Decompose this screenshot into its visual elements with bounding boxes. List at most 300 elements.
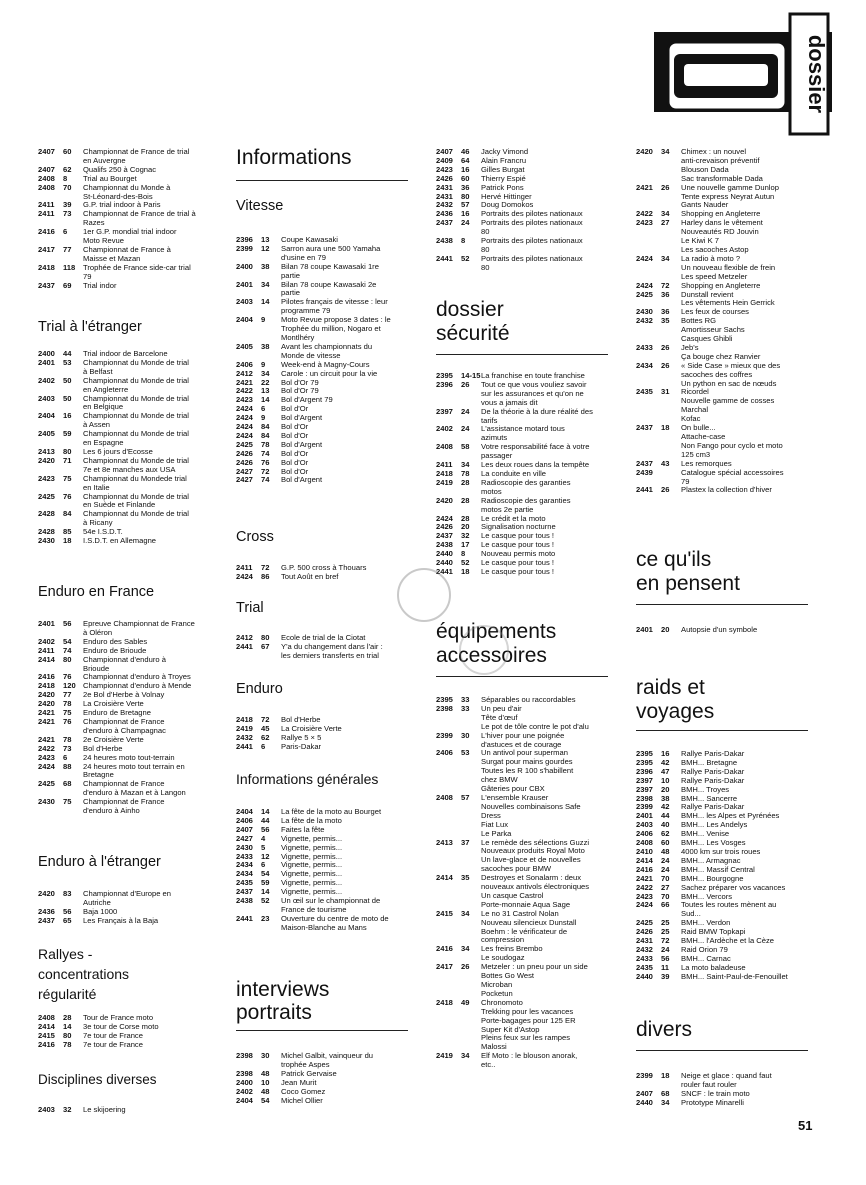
entry-title: G.P. trial indoor à Paris [83,200,161,210]
issue-number: 2397 [636,784,653,794]
index-entry [38,780,218,798]
page-ref: 25 [661,918,670,928]
entry-title: Championnat de France de trial en Auvergne [83,147,190,165]
page-ref: 44 [261,815,270,825]
issue-number: 2431 [436,182,453,192]
ce-quils-title-line: ce qu'ils [636,548,712,571]
page-ref: 77 [63,690,72,700]
entry-title: La moto baladeuse [681,962,746,972]
page-ref: 76 [63,491,72,501]
page-ref: 64 [461,155,470,165]
index-entry [38,264,218,282]
page-ref: 26 [661,342,670,352]
index-entry [38,1041,218,1050]
entry-title: Les Français à la Baja [83,915,159,925]
page-ref: 33 [461,695,470,704]
entry-title: Shopping en Angleterre [681,280,761,290]
index-entry [436,794,616,839]
issue-number: 2409 [436,155,453,165]
issue-number: 2421 [38,716,55,726]
index-entry [436,874,616,910]
page-ref: 47 [661,766,670,776]
issue-number: 2437 [436,218,453,228]
page-ref: 27 [661,882,670,892]
index-entry [236,316,414,343]
issue-number: 2397 [436,406,453,416]
page-ref: 27 [661,218,670,228]
page-ref: 26 [661,485,670,495]
entry-title: BMH... Bourgogne [681,873,744,883]
page-ref: 68 [63,779,72,789]
entry-title: Vignette, permis... [281,860,343,870]
page-ref: 84 [261,422,270,432]
entry-title: BMH... Les Vosges [681,838,746,848]
entry-title: Bol d'Or [281,457,309,467]
entry-title: Vignette, permis... [281,842,343,852]
page-ref: 56 [63,619,72,628]
issue-number: 2417 [436,962,453,972]
issue-number: 2425 [38,779,55,789]
page-ref: 30 [461,730,470,740]
entry-title: Catalogue spécial accessoires 79 [681,467,784,486]
issue-number: 2420 [38,690,55,700]
issue-number: 2410 [636,846,653,856]
index-entry [236,1052,414,1070]
index-entry [38,210,218,228]
issue-number: 2413 [38,446,55,456]
page-ref: 53 [63,357,72,367]
raids-title-line: raids et [636,676,705,699]
page-ref: 26 [461,379,470,389]
entry-title: Championnat du Monde de trial 7e et 8e manches aux USA [83,455,189,474]
entry-title: Portraits des pilotes nationaux [481,209,583,219]
index-entry [38,148,218,166]
page-ref: 76 [63,672,72,682]
page-ref: 24 [461,218,470,228]
page-ref: 80 [261,633,270,642]
entry-title: Qualifs 250 à Cognac [83,164,157,174]
issue-number: 2426 [636,927,653,937]
page-ref: 74 [261,448,270,458]
page-ref: 72 [261,563,270,572]
issue-number: 2400 [38,349,55,358]
page-ref: 50 [63,393,72,403]
issue-number: 2403 [636,820,653,830]
page-ref: 24 [661,944,670,954]
page-ref: 14-15 [461,371,481,380]
page-ref: 6 [261,860,266,870]
entry-title: 4000 km sur trois roues [681,846,761,856]
entry-title: La fête de la moto au Bourget [281,807,382,816]
entry-title: 3e tour de Corse moto [83,1021,159,1031]
index-entry [38,184,218,202]
page-number: 51 [798,1118,813,1133]
section-rule [236,180,408,181]
page-ref: 56 [661,953,670,963]
page-ref: 48 [261,1068,270,1078]
page-ref: 48 [261,1086,270,1096]
entry-title: 7e tour de France [83,1030,143,1040]
issue-number: 2422 [38,743,55,753]
issue-number: 2399 [636,1071,653,1080]
index-entry [436,381,616,408]
entry-title: Tout Août en bref [281,571,339,581]
entry-title: 24 heures moto tout terrain en Bretagne [83,761,185,780]
entry-title: BMH... Venise [681,829,730,839]
list-trial-etranger [38,350,218,546]
entry-title: BMH... Vercors [681,891,733,901]
issue-number: 2436 [38,906,55,916]
index-entry [436,910,616,946]
entry-title: Raid Orion 79 [681,944,728,954]
section-title-disciplines: Disciplines diverses [38,1072,157,1087]
index-entry [38,457,218,475]
issue-number: 2399 [436,730,453,740]
subsection-title-trial: Trial [236,600,264,616]
entry-title: Coco Gomez [281,1086,326,1096]
issue-number: 2439 [636,467,653,477]
page-ref: 52 [461,558,470,568]
page-ref: 50 [63,375,72,385]
issue-number: 2414 [636,855,653,865]
index-entry [236,476,414,485]
issue-number: 2438 [236,896,253,906]
issue-number: 2423 [236,395,253,405]
entry-title: Sarron aura une 500 Yamaha d'usine en 79 [281,243,381,262]
page-ref: 23 [261,913,270,923]
issue-number: 2422 [636,882,653,892]
issue-number: 2441 [236,913,253,923]
entry-title: Epreuve Championnat de France à Oléron [83,619,195,637]
issue-number: 2424 [236,430,253,440]
list-equipements [436,696,616,1070]
page-ref: 60 [661,838,670,848]
entry-title: Championnat du Monde de trial en Belgique [83,393,189,412]
entry-title: Les remorques [681,458,732,468]
entry-title: Michel Ollier [281,1095,323,1105]
issue-number: 2402 [38,375,55,385]
page-ref: 26 [661,182,670,192]
issue-number: 2432 [236,732,253,742]
issue-number: 2440 [436,558,453,568]
section-title-informations: Informations [236,146,352,169]
page-ref: 5 [261,842,266,852]
entry-title: Bol d'Herbe [83,743,123,753]
index-entry [38,377,218,395]
issue-number: 2403 [38,393,55,403]
page-ref: 20 [661,784,670,794]
page-ref: 42 [661,802,670,812]
entry-title: Dunstall revient Les vêtements Hein Gerrick [681,289,775,308]
entry-title: Ricordel Nouvelle gamme de cosses Marchal Kofac [681,387,775,424]
issue-number: 2437 [636,423,653,433]
entry-title: BMH... Saint-Paul-de-Fenouillet [681,971,788,981]
entry-title: Le casque pour tous ! [481,540,555,550]
page-ref: 33 [461,703,470,713]
page-ref: 74 [63,645,72,655]
entry-title: Autopsie d'un symbole [681,625,758,634]
page-ref: 38 [261,341,270,351]
entry-title: Portraits des pilotes nationaux 80 [481,253,583,272]
page-ref: 6 [261,404,266,414]
issue-number: 2433 [236,851,253,861]
page-ref: 52 [461,253,470,263]
issue-number: 2411 [38,200,55,210]
entry-title: 1er G.P. mondial trial indoor Moto Revue [83,227,177,246]
entry-title: BMH... Sancerre [681,793,738,803]
issue-number: 2418 [436,997,453,1007]
page-ref: 75 [63,797,72,807]
entry-title: Championnat d'Europe en Autriche [83,889,171,907]
entry-title: BMH... Verdon [681,918,731,928]
page-ref: 35 [661,316,670,326]
page-ref: 10 [661,775,670,785]
page-ref: 37 [461,837,470,847]
entry-title: Alain Francru [481,155,527,165]
issue-number: 2421 [38,708,55,718]
issue-number: 2413 [436,837,453,847]
entry-title: Baja 1000 [83,906,118,916]
issue-number: 2407 [38,147,55,156]
entry-title: Trial indoor de Barcelone [83,349,168,358]
issue-number: 2441 [436,566,453,576]
page-ref: 80 [63,654,72,664]
list-vitesse [236,236,414,485]
entry-title: Ouverture du centre de moto de Maison-Blanche au Mans [281,913,389,932]
issue-number: 2407 [636,1088,653,1098]
index-entry [236,897,414,915]
issue-number: 2408 [436,442,453,452]
issue-number: 2416 [436,944,453,954]
issue-number: 2440 [636,1097,653,1107]
issue-number: 2424 [236,422,253,432]
entry-title: Radioscopie des garanties motos 2e partie [481,495,571,514]
entry-title: Harley dans le vêtement Nouveautés RD Jouvin Le Kiwi K 7 Les sacoches Astop [681,218,763,254]
page-ref: 14 [261,887,270,897]
issue-number: 2423 [436,164,453,174]
page-ref: 17 [461,540,470,550]
issue-number: 2412 [236,633,253,642]
index-entry [38,475,218,493]
list-interviews [236,1052,414,1105]
page-ref: 16 [461,209,470,219]
page-ref: 59 [261,878,270,888]
index-entry [636,291,816,309]
index-entry [236,245,414,263]
page-ref: 70 [661,891,670,901]
entry-title: Rallye Paris-Dakar [681,775,745,785]
list-info-generales [236,808,414,933]
issue-number: 2436 [436,209,453,219]
entry-title: La Croisière Verte [83,699,144,709]
entry-title: Y'a du changement dans l'air : les derniers transferts en trial [281,641,383,660]
page-ref: 75 [63,473,72,483]
page-ref: 75 [63,708,72,718]
index-entry [636,424,816,460]
issue-number: 2432 [636,316,653,326]
page-ref: 9 [261,413,266,423]
entry-title: Coupe Kawasaki [281,235,338,244]
issue-number: 2403 [38,1105,55,1114]
entry-title: Championnat du Monde de trial en Suède et Finlande [83,491,189,510]
issue-number: 2408 [436,792,453,802]
entry-title: L'hiver pour une poignée d'astuces et de courage [481,730,565,749]
entry-title: Raid BMW Topkapi [681,927,746,937]
entry-title: Bol d'Or 79 [281,377,319,387]
issue-number: 2411 [38,645,55,655]
page-ref: 32 [461,531,470,541]
subsection-title-vitesse: Vitesse [236,198,284,214]
issue-number: 2424 [236,571,253,581]
index-entry [38,620,218,638]
index-entry [636,486,816,495]
entry-title: Jacky Vimond [481,147,529,156]
entry-title: La fête de la moto [281,815,342,825]
issue-number: 2438 [436,236,453,246]
entry-title: Portraits des pilotes nationaux 80 [481,218,583,237]
entry-title: Un œil sur le championnat de France de tourisme [281,896,381,914]
entry-title: Avant les championnats du Monde de vitesse [281,341,373,360]
page-ref: 22 [261,377,270,387]
entry-title: Bol d'Or [281,422,309,432]
page-ref: 52 [261,896,270,906]
issue-number: 2412 [236,368,253,378]
page-ref: 70 [661,873,670,883]
issue-number: 2422 [636,209,653,219]
index-entry [636,344,816,362]
page-ref: 49 [461,997,470,1007]
section-rule [236,1030,408,1031]
securite-title-line: dossier [436,298,504,321]
entry-title: Prototype Minarelli [681,1097,744,1107]
index-entry [38,656,218,674]
issue-number: 2426 [436,173,453,183]
issue-number: 2421 [38,734,55,744]
index-entry [236,1097,414,1106]
entry-title: Vignette, permis... [281,869,343,879]
issue-number: 2425 [636,289,653,299]
page-ref: 34 [461,944,470,954]
section-title-enduro-etranger: Enduro à l'étranger [38,854,161,870]
entry-title: Championnat d'enduro à Brioude [83,654,166,673]
issue-number: 2398 [636,793,653,803]
issue-number: 2416 [38,1039,55,1049]
issue-number: 2423 [636,891,653,901]
entry-title: I.S.D.T. en Allemagne [83,536,157,546]
index-entry [436,749,616,794]
entry-title: La franchise en toute franchise [481,371,585,380]
page-ref: 38 [261,261,270,271]
entry-title: Bol d'Or [281,448,309,458]
entry-title: Championnat du Monde à St-Léonard-des-Bois [83,182,171,201]
entry-title: Championnat du Mondede trial en Italie [83,473,187,492]
entry-title: Les deux roues dans la tempête [481,460,590,470]
entry-title: Bol d'Argent [281,475,323,485]
entry-title: Enduro de Brioude [83,645,147,655]
issue-number: 2434 [636,360,653,370]
section-title-interviews [236,978,329,1024]
list-enduro-france [38,620,218,816]
issue-number: 2404 [236,1095,253,1105]
page-ref: 78 [63,734,72,744]
issue-number: 2437 [38,915,55,925]
issue-number: 2424 [236,413,253,423]
index-entry [436,705,616,732]
issue-number: 2441 [236,641,253,651]
issue-number: 2441 [236,741,253,751]
page-ref: 32 [63,1105,72,1114]
index-entry [38,282,218,291]
index-entry [38,493,218,511]
entry-title: BMH... Troyes [681,784,730,794]
entry-title: BMH... l'Ardèche et la Cèze [681,936,775,946]
entry-title: BMH... Les Andelys [681,820,748,830]
entry-title: Faites la fête [281,824,325,834]
issue-number: 2434 [236,869,253,879]
page-ref: 80 [63,1030,72,1040]
page-ref: 24 [661,864,670,874]
entry-title: Shopping en Angleterre [681,209,761,219]
entry-title: Séparables ou raccordables [481,695,576,704]
page-ref: 31 [661,387,670,397]
entry-title: BMH... les Alpes et Pyrénées [681,811,780,821]
page-ref: 34 [661,1097,670,1107]
index-entry [436,945,616,963]
index-entry [436,999,616,1052]
issue-number: 2404 [38,411,55,421]
entry-title: Jean Murit [281,1077,317,1087]
page-ref: 40 [661,820,670,830]
section-title-trial-etranger: Trial à l'étranger [38,319,142,335]
index-entry [636,148,816,184]
page-ref: 57 [461,200,470,210]
entry-title: Rallye Paris-Dakar [681,749,745,758]
page-ref: 14 [261,807,270,816]
list-info-enduro [236,716,414,752]
entry-title: Championnat de France d'enduro à Champagnac [83,716,166,735]
entry-title: Patrick Gervaise [281,1068,337,1078]
index-entry [38,246,218,264]
index-entry [38,917,218,926]
index-entry [636,362,816,389]
issue-number: 2431 [436,191,453,201]
entry-title: Pilotes français de vitesse : leur programme 79 [281,297,388,316]
index-entry [436,1052,616,1070]
entry-title: Bol d'Argent 79 [281,395,333,405]
issue-number: 2402 [236,1086,253,1096]
issue-number: 2435 [636,387,653,397]
page-ref: 62 [63,164,72,174]
entry-title: Championnat de France à Maisse et Mazan [83,244,171,263]
interviews-title-line: interviews [236,978,330,1001]
rallyes-title-line: régularité [38,986,97,1002]
page-ref: 86 [261,571,270,581]
issue-number: 2400 [236,1077,253,1087]
index-entry [436,963,616,999]
index-entry [236,343,414,361]
issue-number: 2424 [636,280,653,290]
issue-number: 2395 [636,757,653,767]
page-ref: 44 [63,349,72,358]
issue-number: 2398 [436,703,453,713]
section-rule [636,604,808,605]
index-entry [38,798,218,816]
index-entry [636,184,816,211]
page-ref: 48 [661,846,670,856]
entry-title: Le skijoering [83,1105,126,1114]
page-ref: 12 [261,851,270,861]
entry-title: Votre responsabilité face à votre passager [481,442,590,461]
